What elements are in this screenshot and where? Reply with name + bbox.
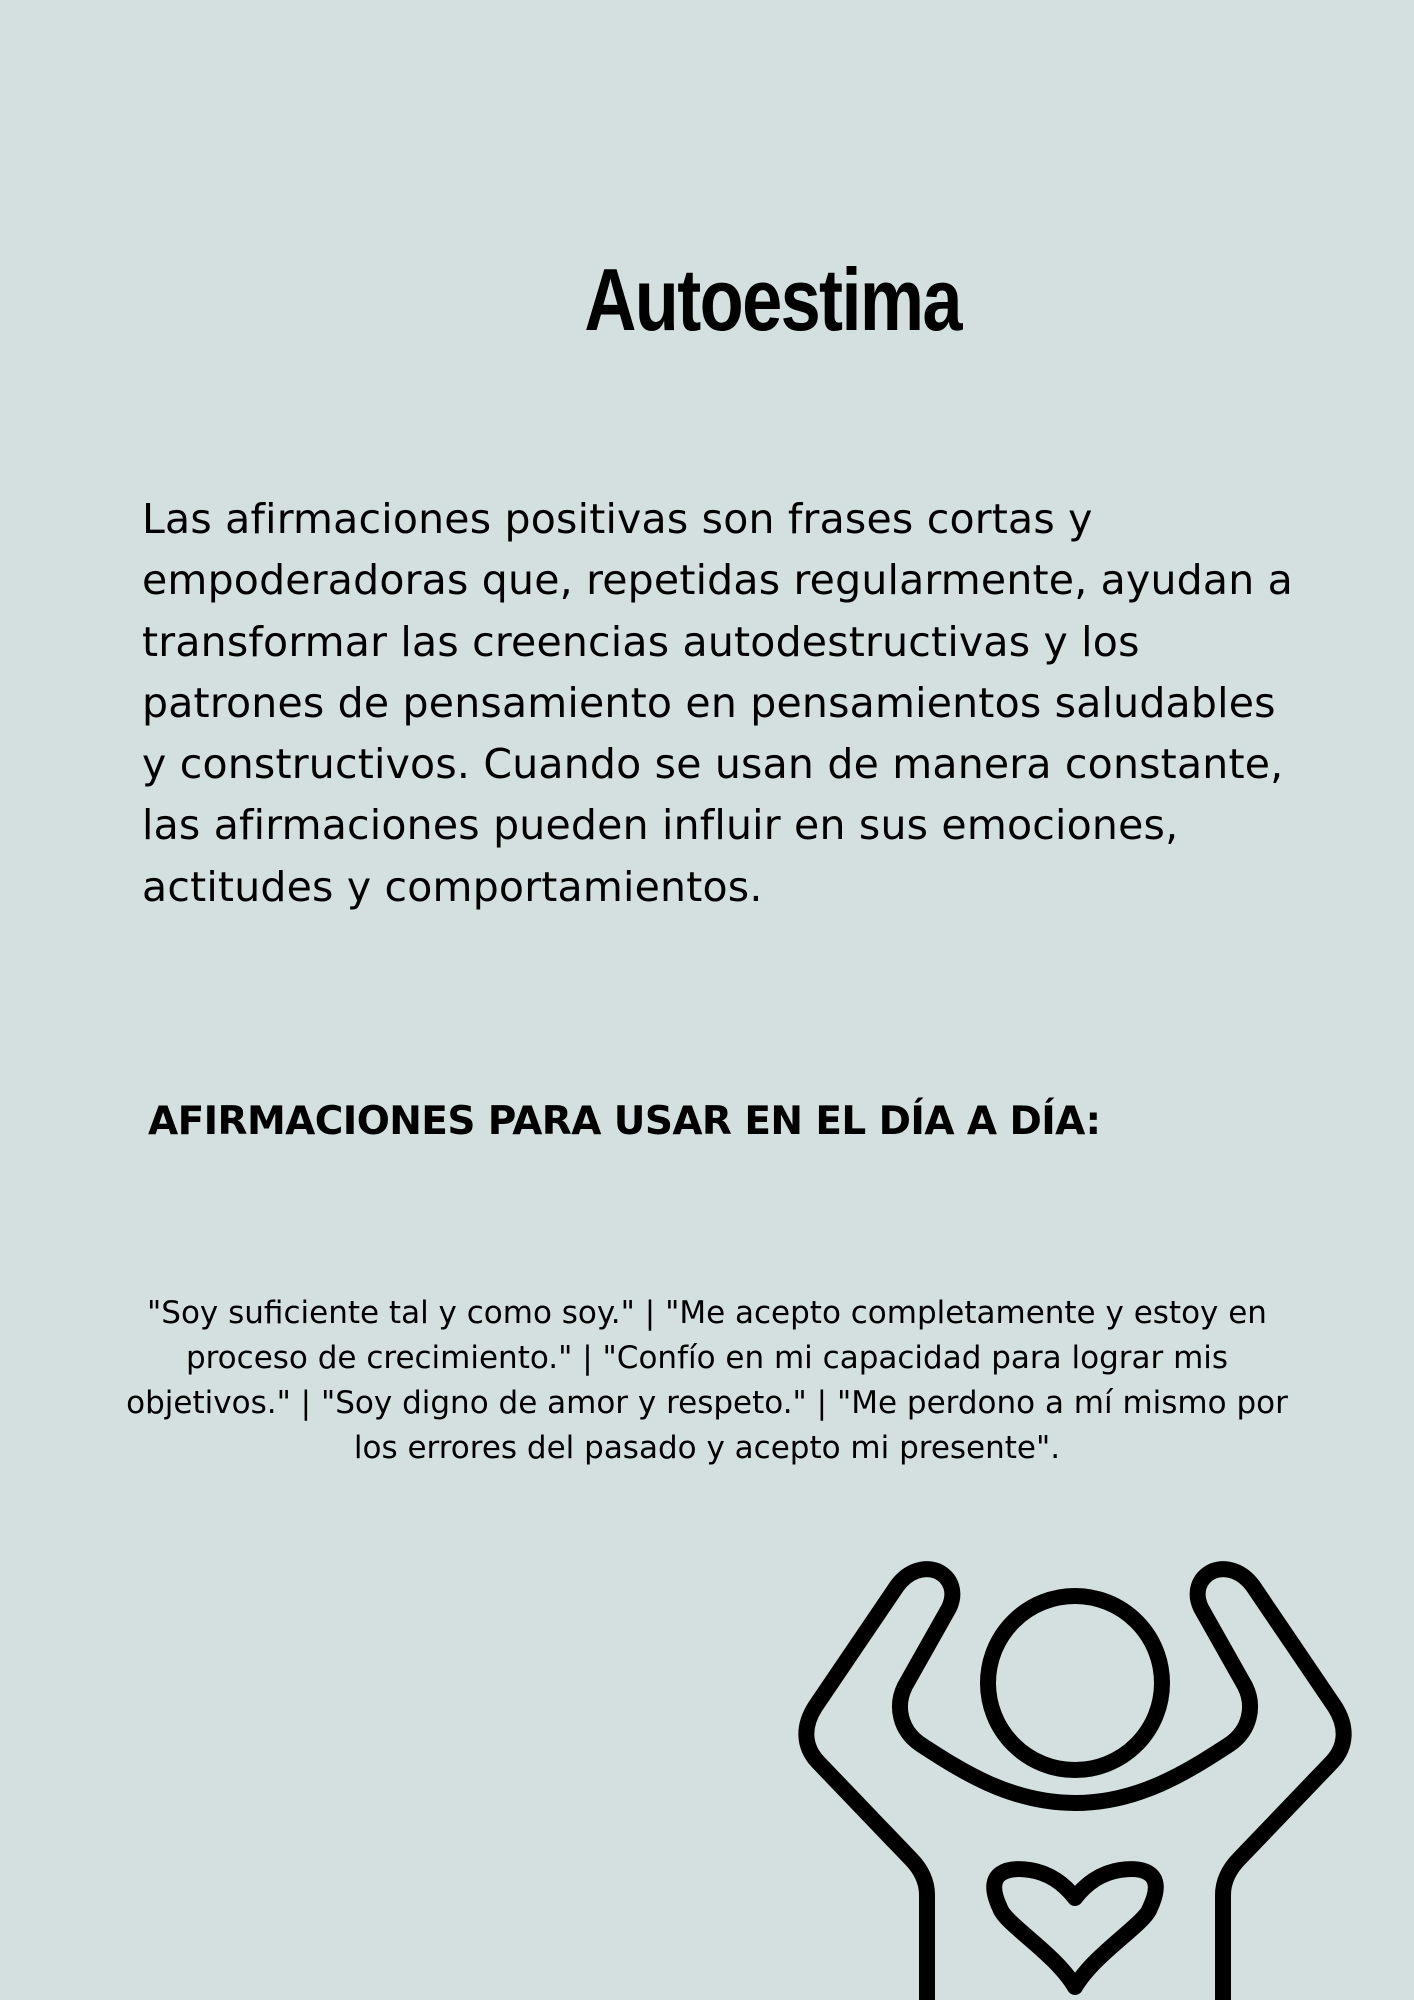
page-title-text: Autoestima: [584, 250, 961, 349]
intro-paragraph: Las afirmaciones positivas son frases cortas y empoderadoras que, repetidas regularmente, ayudan a transformar las creencias autodestructivas y los patrones de pensamiento en pensamientos saludables y constructivos. Cuando se usan de manera constante, las afirmaciones pueden influir en sus emociones, actitudes y comportamientos.: [142, 495, 1293, 911]
affirmations-heading: AFIRMACIONES PARA USAR EN EL DÍA A DÍA:: [148, 1099, 1101, 1144]
affirmations-list: "Soy suficiente tal y como soy." | "Me acepto completamente y estoy en proceso de crecimiento." | "Confío en mi capacidad para lograr mis objetivos." | "Soy digno de amor y respeto." | "Me perdono a mí mismo por los errores del pasado y acepto mi presente".: [126, 1295, 1288, 1466]
head-shape: [988, 1596, 1162, 1770]
page-title: [127, 245, 1286, 355]
person-arms-raised-heart-icon: [780, 1530, 1380, 2000]
heart-shape: [994, 1869, 1156, 1987]
